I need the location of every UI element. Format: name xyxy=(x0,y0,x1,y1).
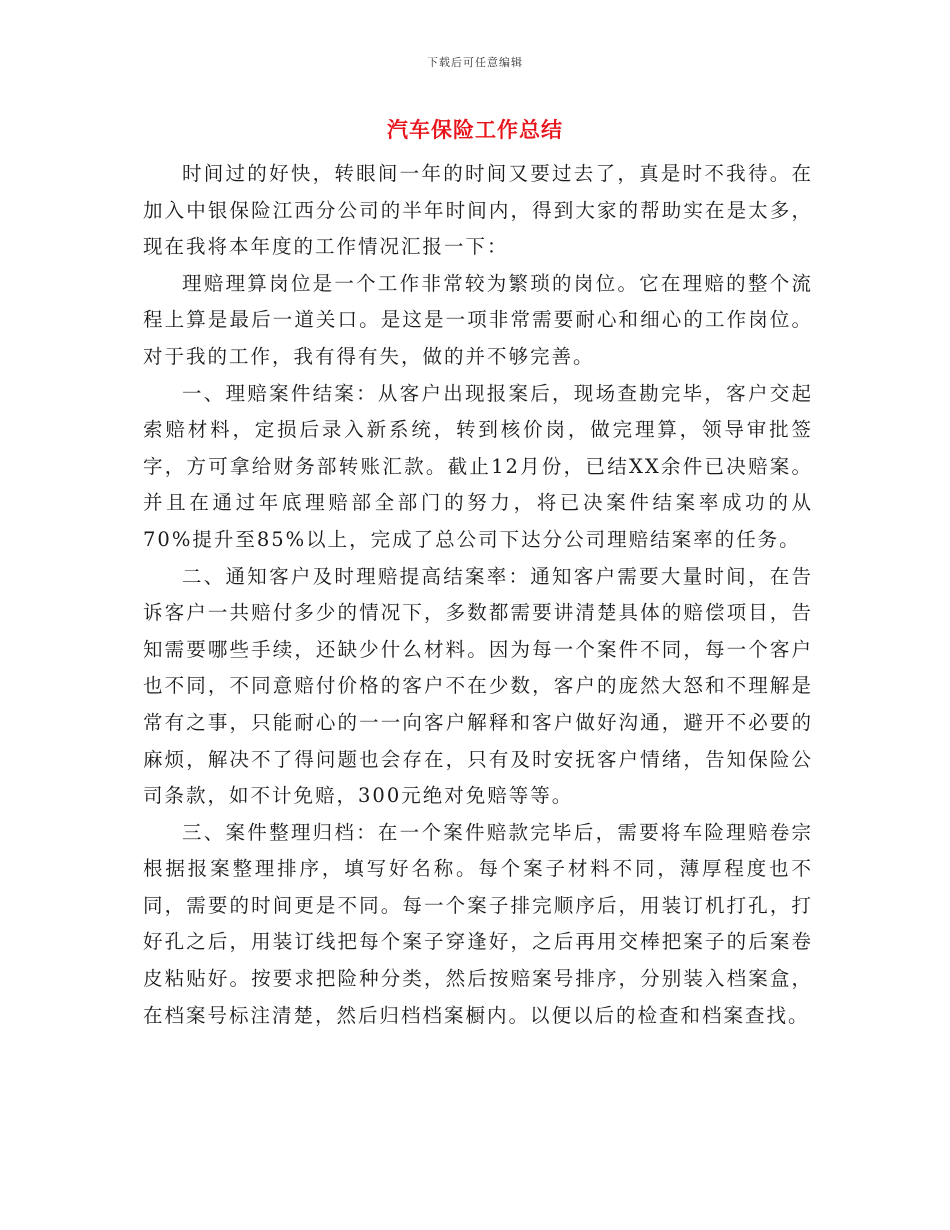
paragraph-section-3: 三、案件整理归档：在一个案件赔款完毕后，需要将车险理赔卷宗根据报案整理排序，填写好名称。每个案子材料不同，薄厚程度也不同，需要的时间更是不同。每一个案子排完顺序后，用装订机打孔，打好孔之后，用装订线把每个案子穿逢好，之后再用交棒把案子的后案卷皮粘贴好。按要求把险种分类，然后按赔案号排序，分别装入档案盒，在档案号标注清楚，然后归档档案橱内。以便以后的检查和档案查找。 xyxy=(143,820,813,1027)
paragraph-intro: 时间过的好快，转眼间一年的时间又要过去了，真是时不我待。在加入中银保险江西分公司的半年时间内，得到大家的帮助实在是太多，现在我将本年度的工作情况汇报一下： xyxy=(143,162,813,259)
paragraph-role: 理赔理算岗位是一个工作非常较为繁琐的岗位。它在理赔的整个流程上算是最后一道关口。是这是一项非常需要耐心和细心的工作岗位。对于我的工作，我有得有失，做的并不够完善。 xyxy=(143,271,813,368)
paragraph-section-2: 二、通知客户及时理赔提高结案率：通知客户需要大量时间，在告诉客户一共赔付多少的情况下，多数都需要讲清楚具体的赔偿项目，告知需要哪些手续，还缺少什么材料。因为每一个案件不同，每一个客户也不同，不同意赔付价格的客户不在少数，客户的庞然大怒和不理解是常有之事，只能耐心的一一向客户解释和客户做好沟通，避开不必要的麻烦，解决不了得问题也会存在，只有及时安抚客户情绪，告知保险公司条款，如不计免赔，300元绝对免赔等等。 xyxy=(143,564,813,808)
paragraph-section-1: 一、理赔案件结案：从客户出现报案后，现场查勘完毕，客户交起索赔材料，定损后录入新系统，转到核价岗，做完理算，领导审批签字，方可拿给财务部转账汇款。截止12月份，已结XX余件已决赔案。并且在通过年底理赔部全部门的努力，将已决案件结案率成功的从70%提升至85%以上，完成了总公司下达分公司理赔结案率的任务。 xyxy=(143,381,813,551)
header-note: 下载后可任意编辑 xyxy=(427,56,523,69)
document-body xyxy=(143,156,813,1034)
document-title: 汽车保险工作总结 xyxy=(387,117,563,142)
